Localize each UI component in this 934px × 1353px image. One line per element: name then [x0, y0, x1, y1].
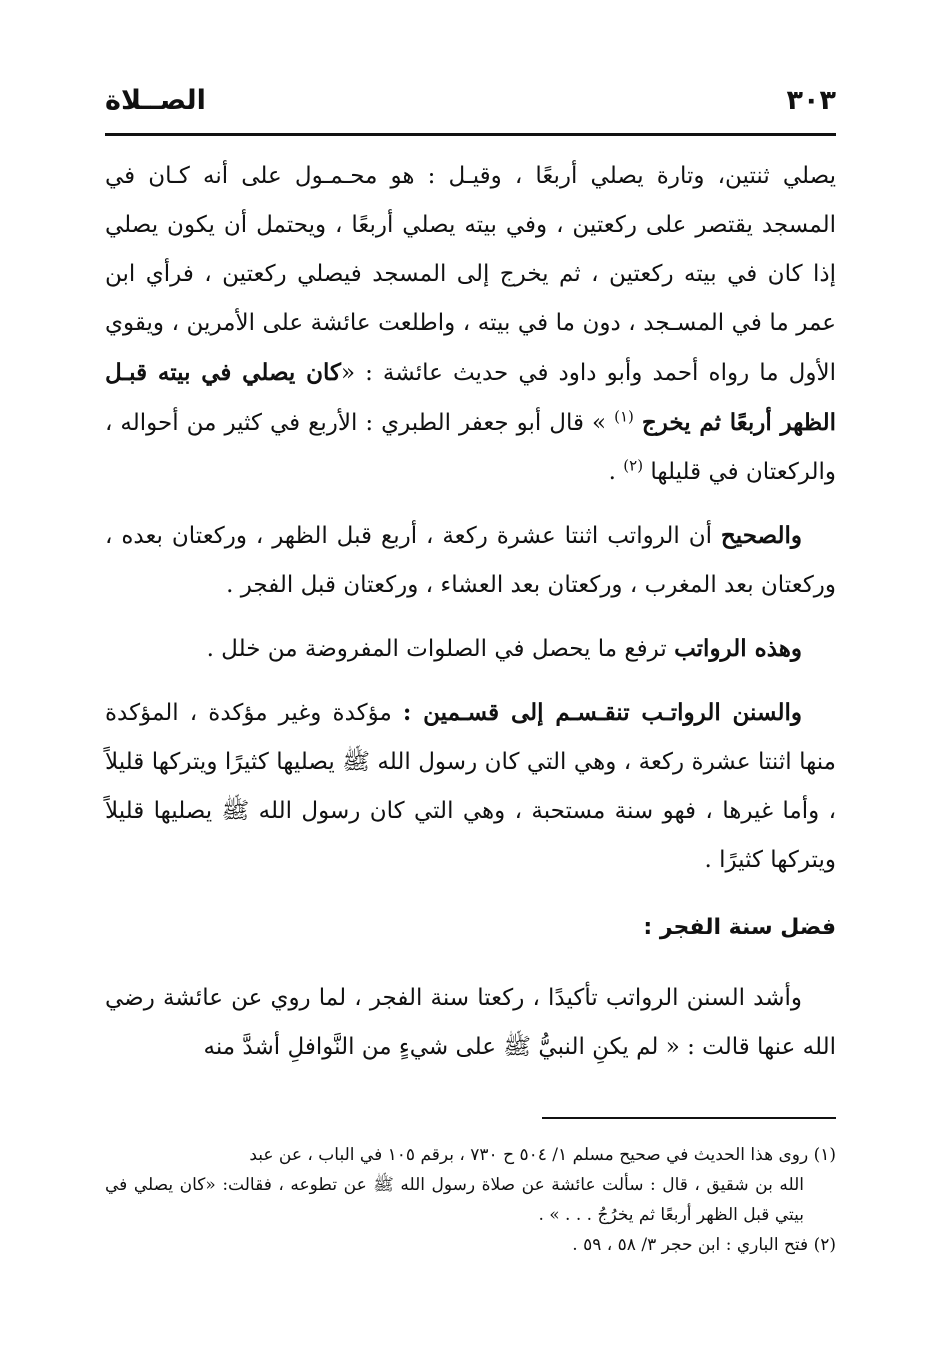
footnote-ref-2[interactable]: (٢) — [623, 456, 644, 475]
page-header — [105, 78, 836, 116]
footnote-ref-1[interactable]: (١) — [614, 407, 634, 426]
paragraph-1-text-b: » قال أبو جعفر الطبري : الأربع في كثير من أحواله ، والركعتان في قليلها — [105, 410, 836, 485]
paragraph-1 — [105, 152, 836, 497]
paragraph-4 — [105, 688, 836, 885]
footnote-divider — [542, 1117, 836, 1119]
chapter-title: الصــلاة — [105, 85, 206, 116]
header-divider — [105, 133, 836, 136]
main-text — [105, 152, 836, 1086]
page-number: ٣٠٣ — [786, 85, 836, 116]
footnote-2: (٢) فتح الباري : ابن حجر ٣/ ٥٨ ، ٥٩ . — [572, 1235, 836, 1255]
section-heading: فضل سنة الفجر : — [643, 915, 836, 940]
footnote-1-continuation: الله بن شقيق ، قال : سألت عائشة عن صلاة رسول الله ﷺ عن تطوعه ، فقالت: «كان يصلي في بيتي قبل الظهر أربعًا ثم يخرُجُ . . . » . — [105, 1175, 804, 1225]
paragraph-3-text: ترفع ما يحصل في الصلوات المفروضة من خلل . — [206, 636, 675, 662]
paragraph-4-lead: والسنن الرواتـب تنقـسـم إلى قسـمين : — [402, 699, 802, 726]
paragraph-5: وأشد السنن الرواتب تأكيدًا ، ركعتا سنة الفجر ، لما روي عن عائشة رضي الله عنها قالت : « لم يكنِ النبيُّ ﷺ على شيءٍ من النَّوافلِ أشدَّ منه — [105, 985, 836, 1060]
paragraph-3 — [105, 624, 836, 674]
paragraph-2-text: أن الرواتب اثنتا عشرة ركعة ، أربع قبل الظهر ، وركعتان بعده ، وركعتان بعد المغرب ، وركعتان بعد العشاء ، وركعتان قبل الفجر . — [105, 523, 836, 598]
paragraph-1-text: يصلي ثنتين، وتارة يصلي أربعًا ، وقيـل : هو محـمـول على أنه كـان في المسجد يقتصر على ركعتين ، وفي بيته يصلي أربعًا ، ويحتمل أن يكون يصلي إذا كان في بيته ركعتين ، ثم يخرج إلى المسجد فيصلي ركعتين ، فرأي ابن عمر ما في المسـجد ، دون ما في بيته ، واطلعت عائشة على الأمرين ، ويقوي الأول ما رواه أحمد وأبو داود في حديث عائشة : « — [105, 163, 836, 386]
paragraph-2-lead: والصحيح — [720, 522, 802, 549]
paragraph-4-text: مؤكدة وغير مؤكدة ، المؤكدة منها اثنتا عشرة ركعة ، وهي التي كان رسول الله ﷺ يصليها كثيرًا ويتركها قليلاً ، وأما غيرها ، فهو سنة مستحبة ، وهي التي كان رسول الله ﷺ يصليها قليلاً ويتركها كثيرًا . — [105, 700, 836, 873]
paragraph-1-end: . — [608, 459, 624, 485]
paragraph-3-lead: وهذه الرواتب — [674, 635, 802, 662]
footnotes — [105, 1140, 836, 1260]
hadith-quote: كان يصلي في بيته قبـل الظهر أربعًا ثم يخرج — [105, 359, 836, 436]
paragraph-2 — [105, 511, 836, 610]
footnote-1: (١) روى هذا الحديث في صحيح مسلم ١/ ٥٠٤ ح ٧٣٠ ، برقم ١٠٥ في الباب ، عن عبد — [249, 1145, 836, 1165]
